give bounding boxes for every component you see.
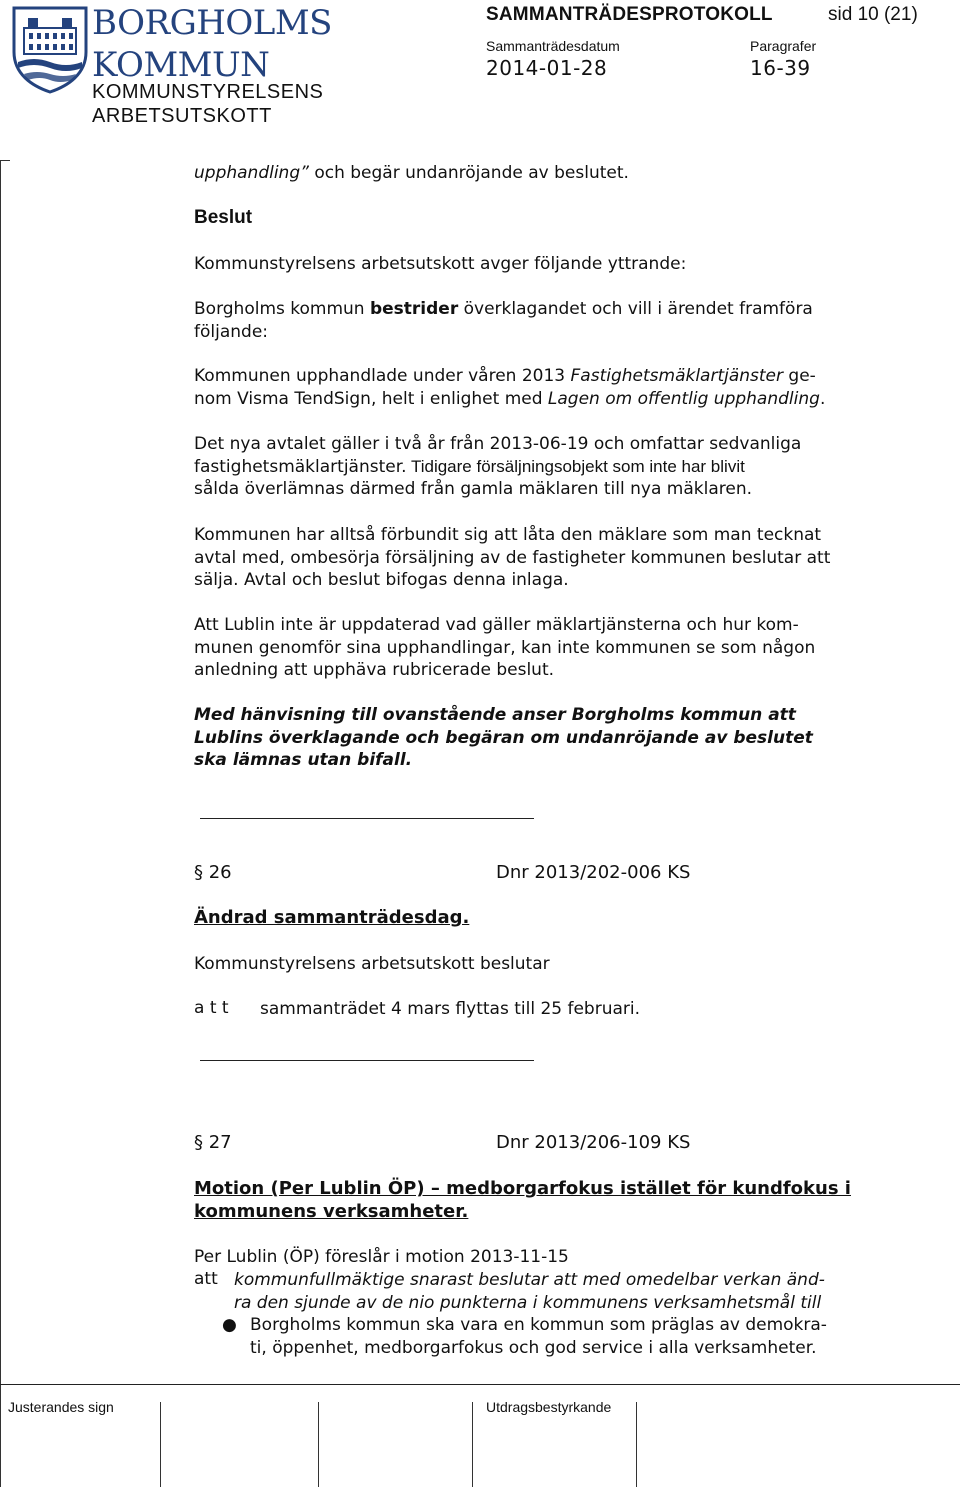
- meeting-date-value: 2014-01-28: [486, 56, 608, 80]
- bullet-icon: ●: [222, 1315, 237, 1335]
- section-27-title-line1: Motion (Per Lublin ÖP) – medborgarfokus istället för kundfokus i: [194, 1178, 851, 1199]
- footer-rule: [0, 1384, 960, 1385]
- paragraph-statement: Kommunstyrelsens arbetsutskott avger följande yttrande:: [194, 254, 687, 274]
- p4-part-c: Tidigare försäljningsobjekt som inte har blivit: [406, 456, 745, 476]
- p5-line3: sälja. Avtal och beslut bifogas denna inlaga.: [194, 570, 569, 591]
- motion-bullet: [222, 1314, 827, 1337]
- signature-box-divider-2: [318, 1402, 319, 1487]
- p2-part-c: överklagandet och vill i ärendet framföra: [458, 299, 813, 319]
- left-margin-rule: [0, 160, 1, 1487]
- left-margin-tick: [0, 160, 10, 161]
- paragraphs-value: 16-39: [750, 56, 811, 80]
- p4-line3: sålda överlämnas därmed från gamla mäklaren till nya mäklaren.: [194, 479, 752, 500]
- paragraph-lublin: [194, 614, 815, 682]
- justerandes-sign-label: Justerandes sign: [8, 1399, 114, 1415]
- section-27-att: att: [194, 1269, 218, 1289]
- section-27-title: [194, 1178, 851, 1223]
- p2-part-a: Borgholms kommun: [194, 299, 370, 319]
- motion-line1: kommunfullmäktige snarast beslutar att med omedelbar verkan änd-: [234, 1270, 825, 1290]
- p7-line3: ska lämnas utan bifall.: [194, 750, 413, 771]
- utdragsbestyrkande-label: Utdragsbestyrkande: [486, 1399, 612, 1415]
- section-26-att: a t t: [194, 998, 229, 1018]
- section-26-decision: sammanträdet 4 mars flyttas till 25 februari.: [260, 999, 641, 1019]
- p6-line1: Att Lublin inte är uppdaterad vad gäller mäklartjänsterna och hur kom-: [194, 615, 799, 635]
- p5-line1: Kommunen har alltså förbundit sig att låta den mäklare som man tecknat: [194, 525, 822, 545]
- p7-line1: Med hänvisning till ovanstående anser Borgholms kommun att: [194, 705, 796, 725]
- bullet-line1: Borgholms kommun ska vara en kommun som präglas av demokra-: [250, 1315, 827, 1335]
- section-27-title-line2: kommunens verksamheter.: [194, 1200, 469, 1222]
- section-27-number: [194, 1132, 232, 1153]
- section-26-title: Ändrad sammanträdesdag.: [194, 907, 470, 928]
- continued-line: [194, 162, 629, 185]
- paragraph-procurement: [194, 365, 825, 410]
- paragraph-conclusion: [194, 704, 813, 772]
- organization-name: [92, 2, 332, 86]
- meeting-date-label: Sammanträdesdatum: [486, 38, 620, 54]
- signature-box-divider-1: [160, 1402, 161, 1487]
- continued-line-italic: upphandling”: [194, 163, 309, 183]
- signature-box-divider-4: [636, 1402, 637, 1487]
- section-27-motion: [234, 1269, 825, 1314]
- p4-part-b: fastighetsmäklartjänster.: [194, 456, 407, 477]
- p6-line3: anledning att upphäva rubricerade beslut.: [194, 660, 555, 681]
- section-26-intro: Kommunstyrelsens arbetsutskott beslutar: [194, 954, 550, 974]
- section-sign-27: §: [194, 1132, 203, 1153]
- section-26-dnr: Dnr 2013/202-006 KS: [496, 862, 691, 883]
- p3-part-c: ge-: [783, 366, 816, 386]
- page-number: sid 10 (21): [828, 4, 918, 25]
- bullet-line2: ti, öppenhet, medborgarfokus och god service i alla verksamheter.: [250, 1338, 817, 1358]
- paragraph-contest: [194, 298, 813, 343]
- paragraph-commitment: [194, 524, 830, 592]
- section-26-num: 26: [208, 862, 232, 883]
- section-divider: [200, 818, 534, 819]
- beslut-heading: Beslut: [194, 207, 253, 228]
- org-name-line1: BORGHOLMS: [92, 3, 332, 43]
- p2-bold: bestrider: [369, 299, 459, 319]
- p3-part-f: .: [819, 388, 826, 409]
- document-title: SAMMANTRÄDESPROTOKOLL: [486, 4, 773, 25]
- p5-line2: avtal med, ombesörja försäljning av de fastigheter kommunen beslutar att: [194, 547, 831, 568]
- continued-line-rest: och begär undanröjande av beslutet.: [308, 163, 629, 183]
- p3-italic-service: Fastighetsmäklartjänster: [570, 366, 784, 386]
- paragraphs-label: Paragrafer: [750, 38, 817, 54]
- motion-line2: ra den sjunde av de nio punkterna i kommunens verksamhetsmål till: [234, 1292, 822, 1313]
- p3-part-a: Kommunen upphandlade under våren 2013: [194, 366, 571, 386]
- p7-line2: Lublins överklagande och begäran om undanröjande av beslutet: [194, 727, 813, 748]
- section-divider-2: [200, 1060, 534, 1061]
- board-name: [92, 80, 323, 128]
- board-line1: KOMMUNSTYRELSENS: [92, 81, 324, 103]
- p3-part-d: nom Visma TendSign, helt i enlighet med: [194, 388, 548, 409]
- p3-italic-law: Lagen om offentlig upphandling: [547, 388, 820, 409]
- section-26-number: [194, 862, 232, 883]
- board-line2: ARBETSUTSKOTT: [92, 105, 272, 127]
- section-27-intro: Per Lublin (ÖP) föreslår i motion 2013-11-15: [194, 1247, 569, 1267]
- paragraph-agreement: [194, 433, 801, 501]
- section-27-dnr: Dnr 2013/206-109 KS: [496, 1132, 691, 1153]
- signature-box-divider-3: [472, 1402, 473, 1487]
- section-27-num: 27: [208, 1132, 232, 1153]
- p6-line2: munen genomför sina upphandlingar, kan inte kommunen se som någon: [194, 637, 816, 658]
- p4-line1: Det nya avtalet gäller i två år från 2013-06-19 och omfattar sedvanliga: [194, 434, 802, 454]
- municipality-crest-icon: [10, 4, 90, 94]
- p2-part-d: följande:: [194, 321, 269, 342]
- section-sign: §: [194, 862, 203, 883]
- org-name-line2: KOMMUN: [92, 45, 270, 85]
